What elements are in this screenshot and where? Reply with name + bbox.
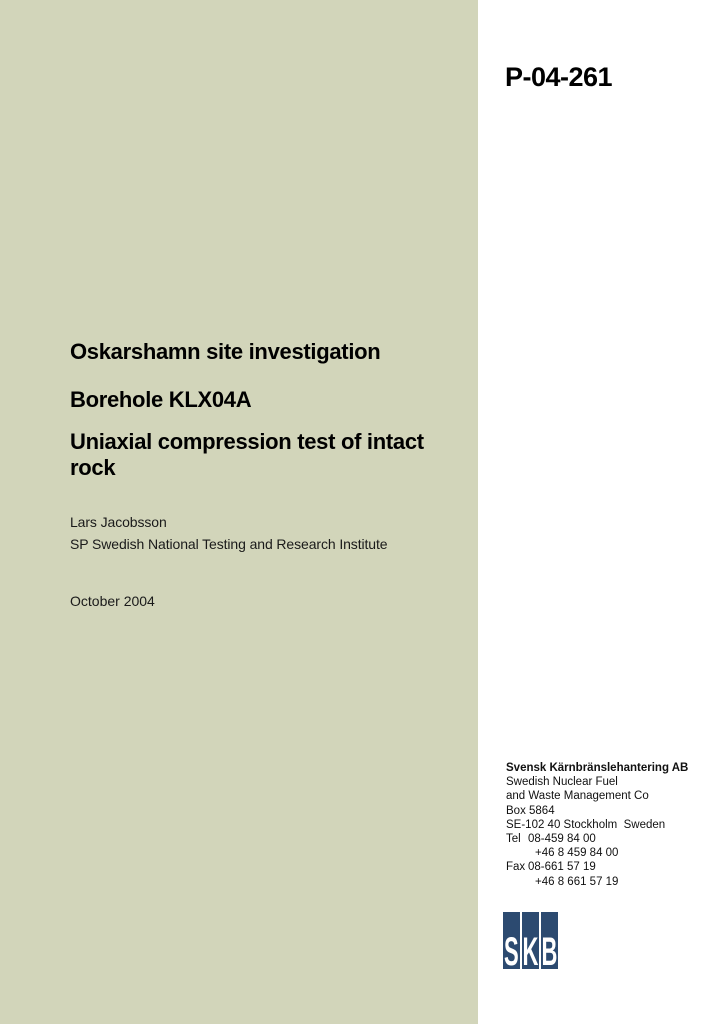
borehole-title: Borehole KLX04A (70, 387, 252, 412)
author-name: Lars Jacobsson (70, 514, 167, 530)
report-title (70, 429, 462, 481)
skb-logo (503, 912, 558, 969)
fax-label-empty (506, 875, 528, 889)
address-line-3: Box 5864 (506, 804, 555, 817)
tel-row (506, 832, 716, 846)
tel-number-local: 08-459 84 00 (528, 833, 596, 846)
report-number: P-04-261 (505, 62, 613, 92)
report-date: October 2004 (70, 593, 155, 609)
address-line-4: SE-102 40 Stockholm Sweden (506, 818, 666, 831)
site-investigation-title: Oskarshamn site investigation (70, 339, 381, 364)
publisher-address-block (506, 761, 716, 889)
tel-label: Tel (506, 833, 521, 846)
skb-logo-bar-b (541, 912, 558, 969)
report-title-line2: rock (70, 455, 116, 480)
title-block (70, 339, 462, 481)
fax-number-local: 08-661 57 19 (528, 861, 596, 874)
skb-logo-letter-k: K (522, 930, 539, 969)
fax-row (506, 860, 716, 874)
tel-row-intl (506, 846, 716, 860)
author-affiliation: SP Swedish National Testing and Research Institute (70, 536, 388, 552)
tel-label-empty (506, 846, 528, 860)
skb-logo-letter-s: S (504, 930, 519, 969)
fax-row-intl (506, 875, 716, 889)
author-block (70, 511, 387, 555)
fax-label: Fax (506, 861, 526, 874)
tel-number-intl: +46 8 459 84 00 (535, 847, 619, 860)
report-title-line1: Uniaxial compression test of intact (70, 429, 424, 454)
skb-logo-bar-k (522, 912, 539, 969)
fax-number-intl: +46 8 661 57 19 (535, 875, 619, 888)
publisher-name: Svensk Kärnbränslehantering AB (506, 762, 689, 774)
address-line-2: and Waste Management Co (506, 790, 649, 803)
skb-logo-bar-s (503, 912, 520, 969)
skb-logo-letter-b: B (541, 930, 558, 969)
address-line-1: Swedish Nuclear Fuel (506, 776, 618, 789)
